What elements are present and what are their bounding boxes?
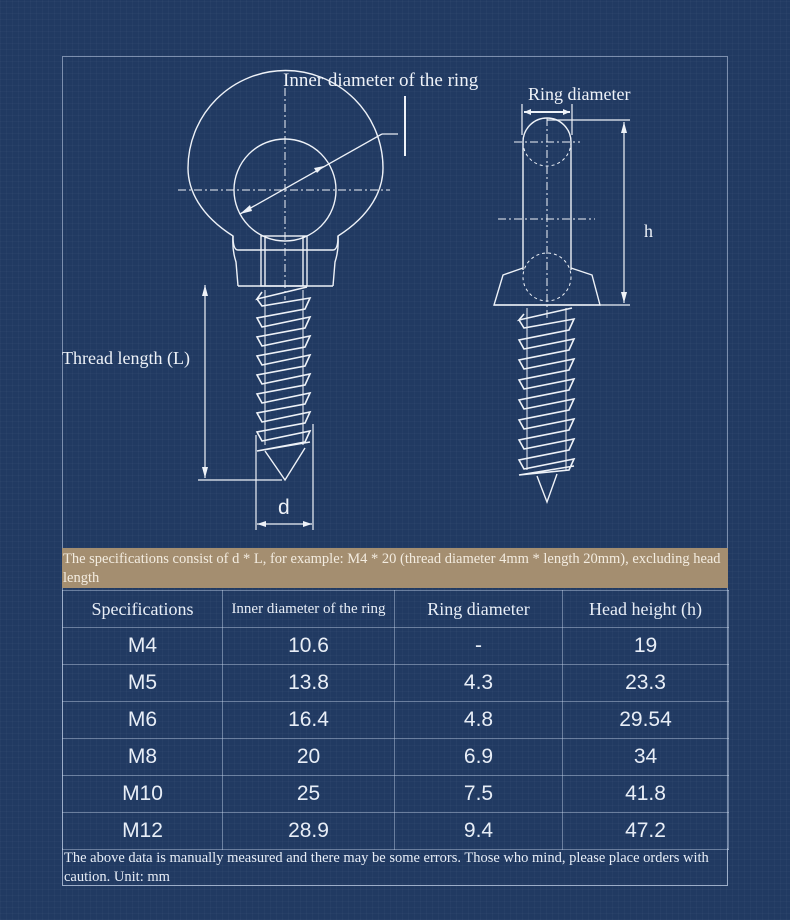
inner-diameter-label: Inner diameter of the ring: [283, 70, 479, 91]
cell-inner-diameter: 20: [223, 739, 395, 776]
table-row: [63, 665, 729, 702]
cell-head-height: 29.54: [563, 702, 729, 739]
cell-inner-diameter: 28.9: [223, 813, 395, 850]
front-view-drawing: [178, 71, 405, 531]
ring-diameter-label: Ring diameter: [528, 84, 631, 104]
head-height-label: h: [644, 221, 653, 241]
table-row: [63, 628, 729, 665]
header-head-height: Head height (h): [563, 591, 729, 628]
thread-length-label: Thread length (L): [62, 348, 190, 368]
cell-head-height: 47.2: [563, 813, 729, 850]
spec-table: [62, 590, 729, 850]
cell-spec: M6: [63, 702, 223, 739]
header-specifications: Specifications: [63, 591, 223, 628]
table-row: [63, 813, 729, 850]
cell-inner-diameter: 13.8: [223, 665, 395, 702]
cell-ring-diameter: 6.9: [395, 739, 563, 776]
measurement-disclaimer: The above data is manually measured and there may be some errors. Those who mind, please place orders with caution. Unit: mm: [62, 848, 728, 886]
cell-head-height: 23.3: [563, 665, 729, 702]
side-view-drawing: [494, 104, 630, 502]
cell-inner-diameter: 25: [223, 776, 395, 813]
cell-ring-diameter: 4.8: [395, 702, 563, 739]
cell-head-height: 19: [563, 628, 729, 665]
table-header-row: [63, 591, 729, 628]
cell-inner-diameter: 10.6: [223, 628, 395, 665]
cell-ring-diameter: 7.5: [395, 776, 563, 813]
cell-inner-diameter: 16.4: [223, 702, 395, 739]
cell-spec: M10: [63, 776, 223, 813]
cell-head-height: 41.8: [563, 776, 729, 813]
cell-ring-diameter: -: [395, 628, 563, 665]
header-inner-diameter: Inner diameter of the ring: [223, 591, 395, 628]
cell-spec: M12: [63, 813, 223, 850]
spec-format-note: The specifications consist of d * L, for example: M4 * 20 (thread diameter 4mm * length 20mm), excluding head length: [62, 548, 728, 588]
cell-spec: M4: [63, 628, 223, 665]
cell-head-height: 34: [563, 739, 729, 776]
cell-ring-diameter: 9.4: [395, 813, 563, 850]
cell-spec: M5: [63, 665, 223, 702]
cell-spec: M8: [63, 739, 223, 776]
table-row: [63, 776, 729, 813]
table-row: [63, 739, 729, 776]
header-ring-diameter: Ring diameter: [395, 591, 563, 628]
thread-diameter-label: d: [278, 496, 290, 519]
cell-ring-diameter: 4.3: [395, 665, 563, 702]
table-row: [63, 702, 729, 739]
